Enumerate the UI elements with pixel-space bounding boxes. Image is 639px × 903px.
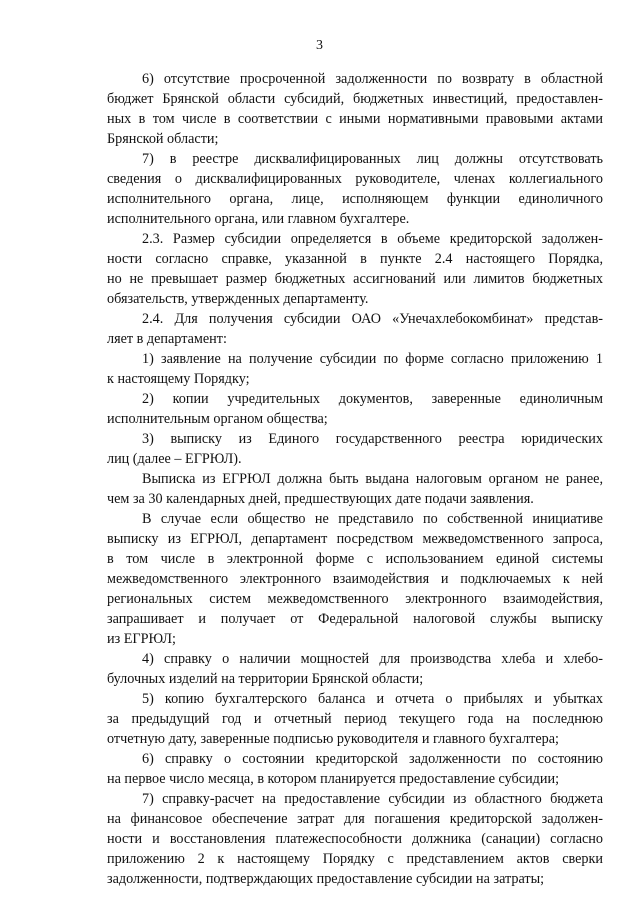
- text-line: чем за 30 календарных дней, предшествующих дате подачи заявления.: [107, 491, 534, 507]
- text-line: исполнительным органом общества;: [107, 411, 328, 427]
- text-line: запрашивает и получает от Федеральной налоговой службы выписку: [107, 611, 603, 627]
- text-line: на финансовое обеспечение затрат для погашения кредиторской задолжен-: [107, 811, 603, 827]
- text-line: обязательств, утвержденных департаменту.: [107, 291, 369, 307]
- text-line: отчетную дату, заверенные подписью руководителя и главного бухгалтера;: [107, 731, 559, 747]
- text-line: В случае если общество не представило по собственной инициативе: [142, 511, 603, 527]
- text-line: за предыдущий год и отчетный период текущего года на последнюю: [107, 711, 603, 727]
- text-line: булочных изделий на территории Брянской области;: [107, 671, 424, 687]
- text-line: лиц (далее – ЕГРЮЛ).: [107, 451, 242, 467]
- text-line: 4) справку о наличии мощностей для производства хлеба и хлебо-: [142, 651, 603, 667]
- text-line: к настоящему Порядку;: [107, 371, 250, 387]
- text-line: ности и восстановления платежеспособности должника (санации) согласно: [107, 831, 603, 847]
- text-line: задолженности, подтверждающих предоставление субсидии на затраты;: [107, 871, 545, 887]
- text-line: 2.3. Размер субсидии определяется в объеме кредиторской задолжен-: [142, 231, 603, 247]
- text-line: Выписка из ЕГРЮЛ должна быть выдана налоговым органом не ранее,: [142, 471, 603, 487]
- text-line: 5) копию бухгалтерского баланса и отчета о прибылях и убытках: [142, 691, 603, 707]
- text-line: 7) в реестре дисквалифицированных лиц должны отсутствовать: [142, 151, 603, 167]
- text-line: 6) справку о состоянии кредиторской задолженности по состоянию: [142, 751, 603, 767]
- text-line: 2) копии учредительных документов, заверенные единоличным: [142, 391, 603, 407]
- page-number: 3: [316, 38, 323, 53]
- text-line: исполнительного органа, лице, исполняющем функции единоличного: [107, 191, 603, 207]
- text-line: 7) справку-расчет на предоставление субсидии из областного бюджета: [142, 791, 603, 807]
- text-line: 3) выписку из Единого государственного реестра юридических: [142, 431, 603, 447]
- text-line: региональных систем межведомственного электронного взаимодействия,: [107, 591, 603, 607]
- text-line: на первое число месяца, в котором планируется предоставление субсидии;: [107, 771, 560, 787]
- text-line: Брянской области;: [107, 131, 219, 147]
- text-line: в том числе в электронной форме с использованием единой системы: [107, 551, 603, 567]
- text-line: ных в том числе в соответствии с иными нормативными правовыми актами: [107, 111, 603, 127]
- text-line: исполнительного органа, или главном бухгалтере.: [107, 211, 410, 227]
- text-line: ности согласно справке, указанной в пункте 2.4 настоящего Порядка,: [107, 251, 603, 267]
- text-line: 2.4. Для получения субсидии ОАО «Унечахлебокомбинат» представ-: [142, 311, 603, 327]
- text-line: из ЕГРЮЛ;: [107, 631, 176, 647]
- text-line: приложению 2 к настоящему Порядку с представлением актов сверки: [107, 851, 603, 867]
- text-line: 1) заявление на получение субсидии по форме согласно приложению 1: [142, 351, 603, 367]
- text-line: сведения о дисквалифицированных руководителе, членах коллегиального: [107, 171, 603, 187]
- text-line: 6) отсутствие просроченной задолженности по возврату в областной: [142, 71, 603, 87]
- text-line: выписку из ЕГРЮЛ, департамент посредством межведомственного запроса,: [107, 531, 603, 547]
- text-line: межведомственного электронного взаимодействия и подключаемых к ней: [107, 571, 603, 587]
- text-line: ляет в департамент:: [107, 331, 227, 347]
- text-line: бюджет Брянской области субсидий, бюджетных инвестиций, предоставлен-: [107, 91, 603, 107]
- text-line: но не превышает размер бюджетных ассигнований или лимитов бюджетных: [107, 271, 603, 287]
